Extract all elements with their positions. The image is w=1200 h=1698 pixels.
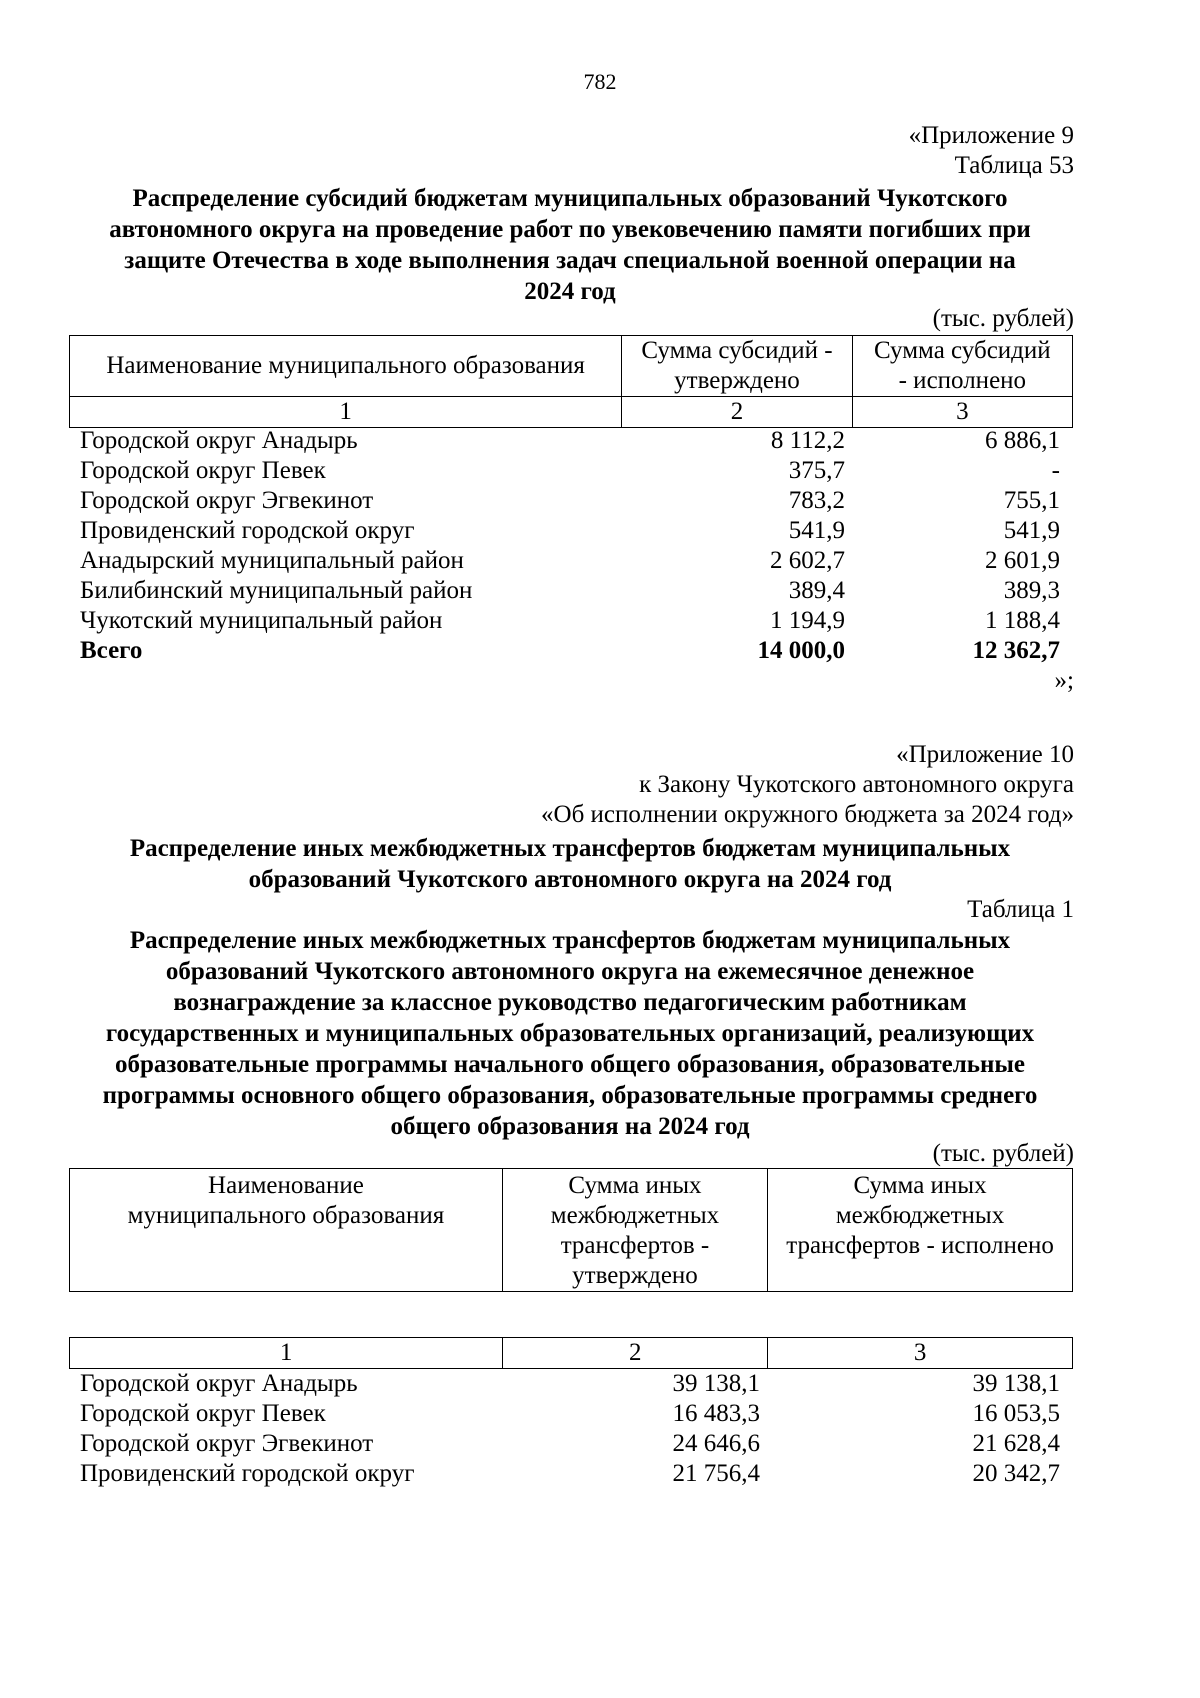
row-executed: 389,3 [1003,577,1060,604]
table-row [80,575,1060,605]
row-name: Городской округ Певек [80,1400,326,1427]
row-approved: 1 194,9 [770,607,845,634]
title-line: Распределение субсидий бюджетам муниципальных образований Чукотского [132,185,1008,212]
row-approved: 389,4 [788,577,845,604]
header-line: Наименование [208,1172,364,1199]
table-row [80,605,1060,635]
appendix-line: «Об исполнении окружного бюджета за 2024 год» [541,801,1074,828]
table-53-label: Таблица 53 [954,152,1074,179]
header-col-approved [622,336,852,397]
title-line: вознаграждение за классное руководство педагогическим работникам [173,989,967,1016]
section2-main-title [60,833,1080,895]
title-line: 2024 год [524,278,616,305]
total-executed: 12 362,7 [972,637,1060,664]
row-name: Чукотский муниципальный район [80,607,443,634]
table-row [80,515,1060,545]
row-name: Билибинский муниципальный район [80,577,473,604]
row-approved: 16 483,3 [672,1400,760,1427]
section2-table-header [69,1168,1073,1292]
table-1-label: Таблица 1 [967,896,1074,923]
row-name: Провиденский городской округ [80,517,415,544]
total-label: Всего [80,637,143,664]
title-line: образовательные программы начального общего образования, образовательные [114,1051,1026,1078]
appendix-9-label: «Приложение 9 [908,122,1074,149]
row-approved: 541,9 [788,517,845,544]
header-line: трансфертов - [560,1232,710,1259]
title-line: защите Отечества в ходе выполнения задач специальной военной операции на [124,247,1016,274]
header-col-approved [502,1169,767,1292]
row-approved: 2 602,7 [770,547,845,574]
table-row [80,1368,1060,1398]
table-row [80,545,1060,575]
row-approved: 783,2 [788,487,845,514]
header-line: межбюджетных [835,1202,1005,1229]
title-line: автономного округа на проведение работ по увековечению памяти погибших при [109,216,1031,243]
section2-units: (тыс. рублей) [932,1140,1074,1167]
header-line: Сумма иных [853,1172,987,1199]
section1-table-body [80,425,1060,675]
table-row [80,1428,1060,1458]
col-number: 1 [70,1338,503,1369]
col-number: 3 [852,397,1072,428]
row-name: Городской округ Эгвекинот [80,487,374,514]
table-row [80,455,1060,485]
row-executed: - [1051,457,1060,484]
row-name: Анадырский муниципальный район [80,547,464,574]
row-executed: 1 188,4 [985,607,1060,634]
header-line: трансфертов - исполнено [786,1232,1054,1259]
row-name: Городской округ Певек [80,457,326,484]
title-line: общего образования на 2024 год [390,1113,750,1140]
appendix-10-block [541,740,1074,830]
row-executed: 20 342,7 [972,1460,1060,1487]
table-row [80,1458,1060,1488]
row-approved: 39 138,1 [672,1370,760,1397]
title-line: Распределение иных межбюджетных трансфертов бюджетам муниципальных [129,835,1011,862]
title-line: образований Чукотского автономного округа на ежемесячное денежное [165,958,975,985]
header-col-name [70,1169,503,1292]
row-executed: 16 053,5 [972,1400,1060,1427]
row-approved: 8 112,2 [770,427,845,454]
header-line: межбюджетных [550,1202,720,1229]
table-row [80,425,1060,455]
section1-closing-quote: »; [1054,667,1074,694]
table-total-row [80,635,1060,665]
col-number: 2 [622,397,852,428]
header-line: Сумма субсидий [874,337,1051,364]
header-line: муниципального образования [127,1202,445,1229]
row-executed: 2 601,9 [985,547,1060,574]
row-approved: 375,7 [788,457,845,484]
row-executed: 21 628,4 [972,1430,1060,1457]
row-name: Городской округ Анадырь [80,1370,358,1397]
title-line: Распределение иных межбюджетных трансфертов бюджетам муниципальных [129,927,1011,954]
header-line: утверждено [674,367,800,394]
title-line: государственных и муниципальных образовательных организаций, реализующих [105,1020,1035,1047]
title-line: программы основного общего образования, образовательные программы среднего [102,1082,1038,1109]
table-row [80,1398,1060,1428]
section2-column-numbers [69,1337,1073,1369]
col-number: 1 [70,397,622,428]
row-executed: 6 886,1 [985,427,1060,454]
row-approved: 21 756,4 [672,1460,760,1487]
title-line: образований Чукотского автономного округа на 2024 год [248,866,892,893]
appendix-line: к Закону Чукотского автономного округа [639,771,1074,798]
page-number: 782 [583,69,617,94]
row-approved: 24 646,6 [672,1430,760,1457]
section2-table-title [60,925,1080,1142]
section1-table-header [69,335,1073,428]
col-number: 2 [503,1338,768,1369]
row-name: Провиденский городской округ [80,1460,415,1487]
section1-title [60,183,1080,307]
table-row [80,485,1060,515]
row-name: Городской округ Анадырь [80,427,358,454]
header-line: Сумма субсидий - [641,337,833,364]
row-executed: 541,9 [1003,517,1060,544]
header-line: - исполнено [898,367,1027,394]
header-line: утверждено [572,1262,698,1289]
header-col-executed [852,336,1072,397]
row-name: Городской округ Эгвекинот [80,1430,374,1457]
row-executed: 39 138,1 [972,1370,1060,1397]
header-col-name: Наименование муниципального образования [70,336,622,397]
section1-units: (тыс. рублей) [932,305,1074,332]
section2-table-body [80,1368,1060,1493]
total-approved: 14 000,0 [757,637,845,664]
appendix-line: «Приложение 10 [896,741,1074,768]
header-line: Сумма иных [568,1172,702,1199]
row-executed: 755,1 [1003,487,1060,514]
col-number: 3 [768,1338,1073,1369]
header-col-executed [768,1169,1073,1292]
